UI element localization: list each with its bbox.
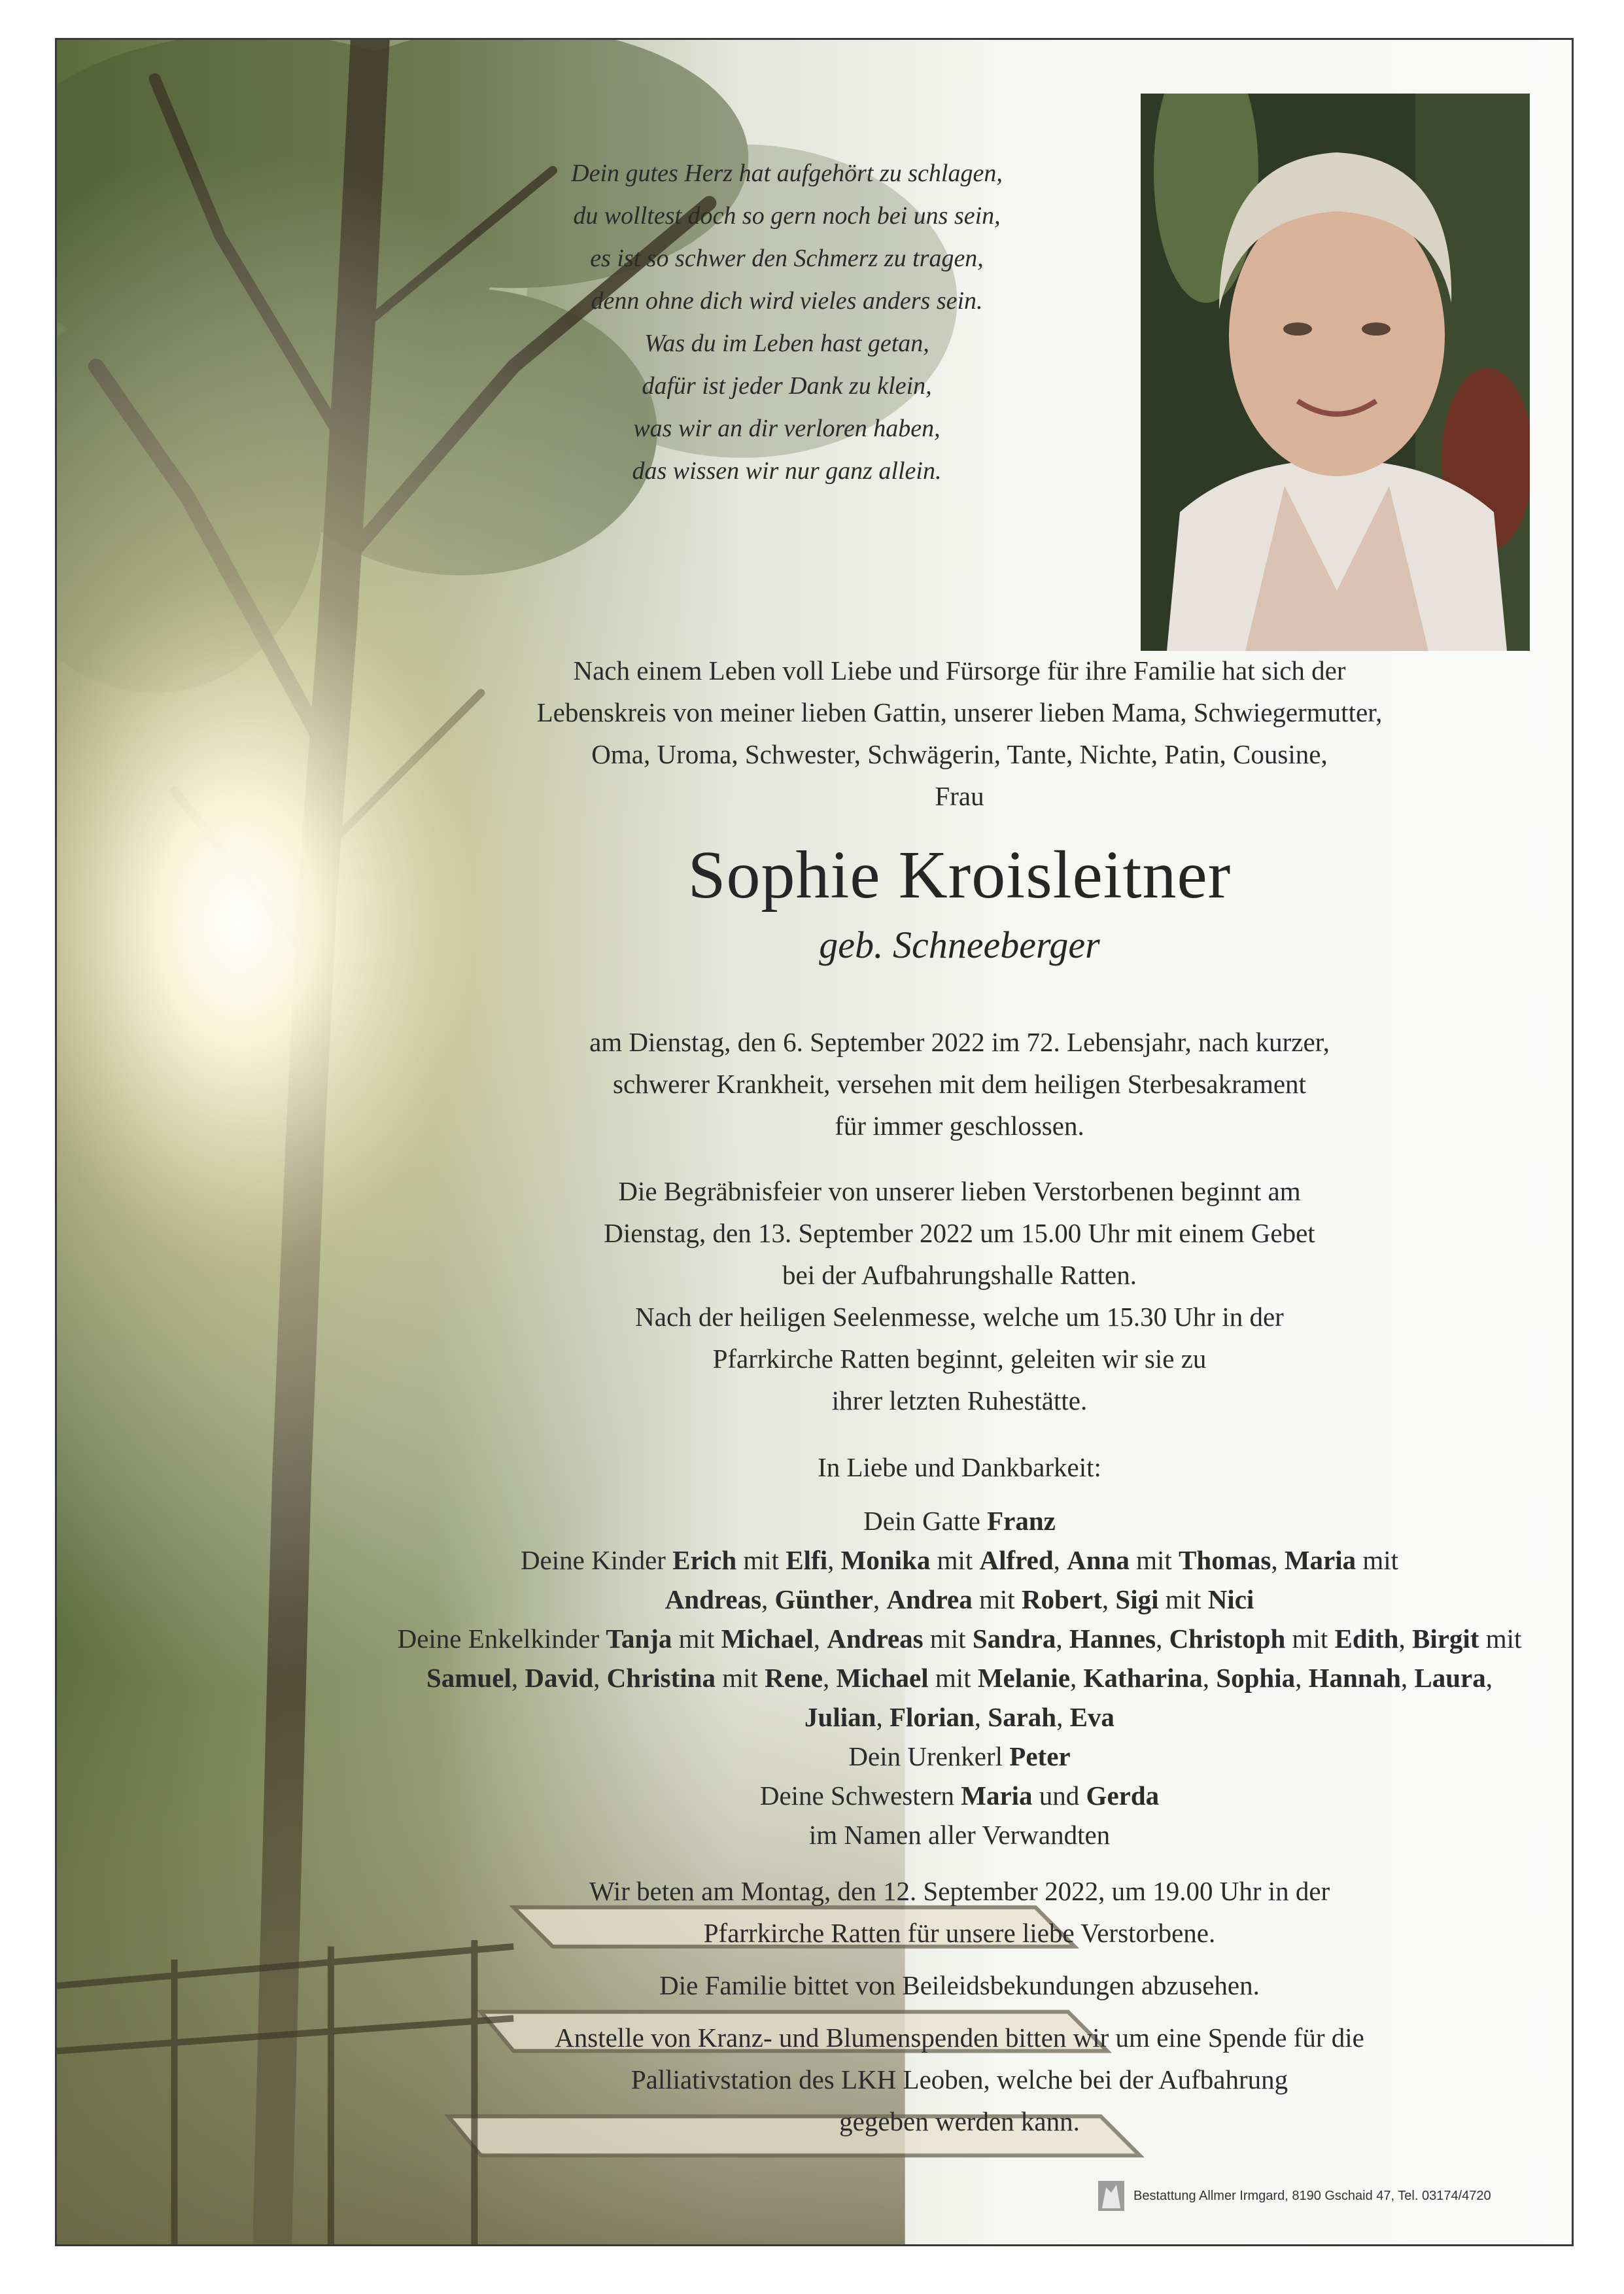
poem-line: das wissen wir nur ganz allein. [632,457,942,485]
separator: , [1056,1624,1069,1654]
relative-name: Erich [672,1545,737,1575]
funeral-line: Die Begräbnisfeier von unserer lieben Verstorbenen beginnt am [618,1176,1301,1206]
with-word: mit [923,1624,973,1654]
relative-partner-name: Robert [1021,1584,1102,1614]
family-list [397,1501,1522,1854]
separator: , [511,1663,525,1693]
separator: , [876,1702,890,1732]
children-text [495,1540,1424,1619]
intro-line: Frau [935,781,984,811]
sisters-line [397,1776,1522,1815]
relative-name: Birgit [1411,1624,1479,1654]
poem-line: was wir an dir verloren haben, [633,415,941,442]
separator: , [761,1584,775,1614]
grandchildren-prefix: Deine Enkelkinder [397,1624,606,1654]
poem-line: denn ohne dich wird vieles anders sein. [591,287,983,315]
intro-line: Oma, Uroma, Schwester, Schwägerin, Tante, Nichte, Patin, Cousine, [591,739,1328,769]
separator: , [593,1663,607,1693]
separator: , [1398,1624,1412,1654]
intro-line: Lebenskreis von meiner lieben Gattin, unserer lieben Mama, Schwiegermutter, [536,697,1383,727]
separator: , [1400,1663,1415,1693]
relative-name: Christina [606,1663,716,1693]
with-word: mit [672,1624,721,1654]
relative-partner-name: Sandra [972,1624,1056,1654]
with-word: mit [1356,1545,1399,1575]
relative-partner-name: Melanie [977,1663,1071,1693]
poem-line: dafür ist jeder Dank zu klein, [642,372,932,400]
with-word: mit [972,1584,1022,1614]
relative-name: Tanja [606,1624,672,1654]
relative-partner-name: Michael [721,1624,814,1654]
relative-partner-name: Alfred [979,1545,1054,1575]
relative-name: Maria [1284,1545,1356,1575]
donation-line: Anstelle von Kranz- und Blumenspenden bitten wir um eine Spende für die [555,2023,1364,2053]
donation-line: gegeben werden kann. [839,2106,1080,2136]
relative-name: Eva [1069,1702,1114,1732]
relative-name: Hannah [1308,1663,1401,1693]
separator: , [1295,1663,1309,1693]
with-word: mit [1479,1624,1522,1654]
undertaker-text: Bestattung Allmer Irmgard, 8190 Gschaid 47, Tel. 03174/4720 [1133,2188,1491,2203]
relative-partner-name: Samuel [426,1663,511,1693]
relative-name: Sarah [988,1702,1057,1732]
portrait-photo [1141,94,1530,651]
relative-partner-name: Nici [1207,1584,1254,1614]
with-word: mit [1129,1545,1179,1575]
funeral-line: Pfarrkirche Ratten beginnt, geleiten wir sie zu [712,1344,1207,1374]
relative-name: Julian [804,1702,876,1732]
poem-line: Dein gutes Herz hat aufgehört zu schlagen, [571,160,1003,187]
relative-partner-name: Elfi [786,1545,828,1575]
intro-text [397,650,1522,817]
undertaker-footer [1097,2179,1491,2213]
prayer-line: Pfarrkirche Ratten für unsere liebe Verstorbene. [703,1918,1216,1948]
separator: , [1070,1663,1084,1693]
funeral-details [397,1170,1522,1421]
relative-partner-name: Andreas [665,1584,762,1614]
relative-name: Sigi [1115,1584,1159,1614]
separator: , [974,1702,988,1732]
undertaker-logo-icon [1097,2180,1126,2212]
great-grandchild-name: Peter [1009,1741,1071,1771]
maiden-name: geb. Schneeberger [819,924,1100,966]
condolence-notice: Die Familie bittet von Beileidsbekundungen abzusehen. [659,1970,1260,2000]
spouse-line [397,1501,1522,1540]
prayer-line: Wir beten am Montag, den 12. September 2022, um 19.00 Uhr in der [589,1876,1330,1906]
relative-name: Sophia [1216,1663,1296,1693]
relative-name: Monika [840,1545,931,1575]
with-word: mit [715,1663,765,1693]
relative-name: Andreas [827,1624,924,1654]
with-word: mit [736,1545,786,1575]
relative-name: Anna [1067,1545,1130,1575]
grandchildren-text [397,1619,1522,1737]
death-line: schwerer Krankheit, versehen mit dem heiligen Sterbesakrament [613,1069,1306,1099]
children-lines [397,1540,1522,1619]
separator: , [813,1624,827,1654]
separator: , [827,1545,841,1575]
great-grandchild-line [397,1737,1522,1776]
death-line: am Dienstag, den 6. September 2022 im 72. Lebensjahr, nach kurzer, [589,1027,1330,1057]
funeral-line: Nach der heiligen Seelenmesse, welche um 15.30 Uhr in der [635,1302,1284,1332]
separator: , [1156,1624,1169,1654]
relative-partner-name: Thomas [1179,1545,1271,1575]
spouse-name: Franz [987,1506,1056,1536]
memorial-poem [460,152,1114,493]
relative-name: Laura [1414,1663,1486,1693]
relative-name: Andrea [886,1584,973,1614]
relative-name: Katharina [1083,1663,1203,1693]
relative-name: David [525,1663,594,1693]
separator: , [1056,1702,1070,1732]
donation-line: Palliativstation des LKH Leoben, welche bei der Aufbahrung [631,2064,1288,2094]
spouse-prefix: Dein Gatte [863,1506,988,1536]
intro-line: Nach einem Leben voll Liebe und Fürsorge für ihre Familie hat sich der [573,655,1346,686]
poem-line: Was du im Leben hast getan, [644,330,929,357]
funeral-line: Dienstag, den 13. September 2022 um 15.00 Uhr mit einem Gebet [604,1218,1315,1248]
deceased-name: Sophie Kroisleitner [687,837,1232,912]
relatives-line: im Namen aller Verwandten [808,1820,1111,1850]
separator: , [1053,1545,1067,1575]
sisters-prefix: Deine Schwestern [759,1781,961,1811]
sister-name: Maria [961,1781,1033,1811]
separator: , [822,1663,837,1693]
relative-name: Florian [889,1702,975,1732]
with-word: mit [1158,1584,1208,1614]
separator: , [1101,1584,1116,1614]
funeral-line: ihrer letzten Ruhestätte. [831,1385,1088,1416]
with-word: mit [930,1545,980,1575]
great-prefix: Dein Urenkerl [848,1741,1010,1771]
with-word: mit [1285,1624,1335,1654]
thanks-heading: In Liebe und Dankbarkeit: [818,1452,1101,1482]
separator: , [872,1584,887,1614]
and-word: und [1032,1781,1086,1811]
poem-line: es ist so schwer den Schmerz zu tragen, [590,245,984,272]
poem-line: du wolltest doch so gern noch bei uns sein, [573,202,1001,230]
sister-name: Gerda [1086,1781,1160,1811]
death-notice [397,1021,1522,1147]
children-prefix: Deine Kinder [520,1545,673,1575]
relative-partner-name: Rene [765,1663,823,1693]
separator: , [1485,1663,1493,1693]
obituary-frame [55,38,1574,2246]
donation-notice [397,2017,1522,2142]
separator: , [1202,1663,1217,1693]
death-line: für immer geschlossen. [835,1111,1084,1141]
with-word: mit [928,1663,978,1693]
prayer-notice [397,1870,1522,1954]
relative-partner-name: Edith [1334,1624,1399,1654]
relative-name: Michael [836,1663,929,1693]
grandchildren-lines [397,1619,1522,1737]
relative-name: Hannes [1069,1624,1156,1654]
separator: , [1271,1545,1285,1575]
funeral-line: bei der Aufbahrungshalle Ratten. [782,1260,1137,1290]
relative-name: Günther [774,1584,873,1614]
relative-name: Christoph [1169,1624,1286,1654]
